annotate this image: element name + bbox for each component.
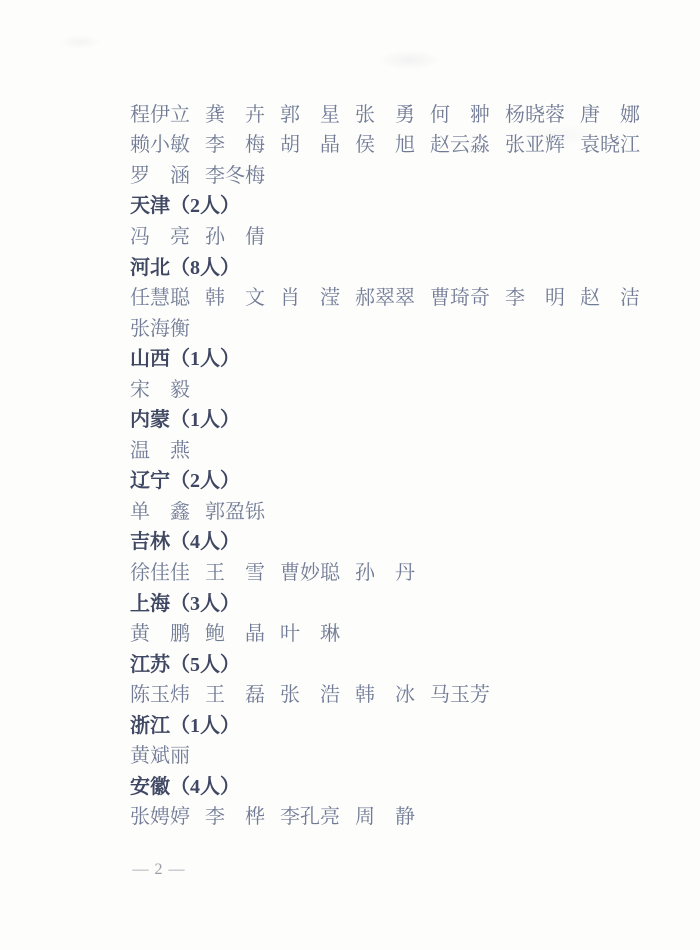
province-heading: 内蒙（1人） <box>130 409 240 432</box>
page-number: — 2 — <box>132 861 186 878</box>
name-row <box>130 311 610 342</box>
province-heading: 安徽（4人） <box>130 775 240 798</box>
person-name: 郭 星 <box>280 103 340 126</box>
province-heading: 辽宁（2人） <box>130 470 240 493</box>
name-row <box>130 677 610 708</box>
person-name: 温 燕 <box>130 439 190 462</box>
person-name: 黄斌丽 <box>130 745 190 768</box>
name-row <box>130 800 610 831</box>
person-name: 黄 鹏 <box>130 623 190 646</box>
person-name: 张娉婷 <box>130 806 190 829</box>
person-name: 赖小敏 <box>130 134 190 157</box>
name-row <box>130 158 610 189</box>
province-heading: 上海（3人） <box>130 592 240 615</box>
name-row <box>130 433 610 464</box>
person-name: 李 梅 <box>205 134 265 157</box>
person-name: 龚 卉 <box>205 103 265 126</box>
province-heading: 天津（2人） <box>130 195 240 218</box>
name-row <box>130 372 610 403</box>
person-name: 孙 倩 <box>205 225 265 248</box>
name-list <box>130 97 640 830</box>
person-name: 鲍 晶 <box>205 623 265 646</box>
name-row <box>130 280 640 311</box>
person-name: 马玉芳 <box>430 684 490 707</box>
name-row <box>130 616 610 647</box>
name-row <box>130 128 640 159</box>
province-heading: 山西（1人） <box>130 348 240 371</box>
person-name: 王 磊 <box>205 684 265 707</box>
person-name: 曹琦奇 <box>430 287 490 310</box>
person-name: 李 明 <box>505 287 565 310</box>
person-name: 袁晓江 <box>580 134 640 157</box>
person-name: 李冬梅 <box>205 164 265 187</box>
person-name: 赵 洁 <box>580 287 640 310</box>
person-name: 郭盈铄 <box>205 500 265 523</box>
person-name: 杨晓蓉 <box>505 103 565 126</box>
person-name: 宋 毅 <box>130 378 190 401</box>
name-row <box>130 219 610 250</box>
name-row <box>130 97 640 128</box>
person-name: 徐佳佳 <box>130 561 190 584</box>
person-name: 王 雪 <box>205 561 265 584</box>
person-name: 胡 晶 <box>280 134 340 157</box>
person-name: 罗 涵 <box>130 164 190 187</box>
person-name: 任慧聪 <box>130 287 190 310</box>
province-heading: 吉林（4人） <box>130 531 240 554</box>
person-name: 孙 丹 <box>355 561 415 584</box>
province-heading: 江苏（5人） <box>130 653 240 676</box>
person-name: 曹妙聪 <box>280 561 340 584</box>
name-row <box>130 494 610 525</box>
person-name: 李孔亮 <box>280 806 340 829</box>
province-heading: 河北（8人） <box>130 256 240 279</box>
person-name: 郝翠翠 <box>355 287 415 310</box>
person-name: 叶 琳 <box>280 623 340 646</box>
person-name: 李 桦 <box>205 806 265 829</box>
person-name: 张亚辉 <box>505 134 565 157</box>
name-row <box>130 555 610 586</box>
person-name: 陈玉炜 <box>130 684 190 707</box>
person-name: 肖 滢 <box>280 287 340 310</box>
province-heading: 浙江（1人） <box>130 714 240 737</box>
person-name: 张 勇 <box>355 103 415 126</box>
person-name: 周 静 <box>355 806 415 829</box>
name-row <box>130 738 610 769</box>
person-name: 程伊立 <box>130 103 190 126</box>
person-name: 唐 娜 <box>580 103 640 126</box>
person-name: 侯 旭 <box>355 134 415 157</box>
person-name: 何 翀 <box>430 103 490 126</box>
person-name: 张海衡 <box>130 317 190 340</box>
person-name: 冯 亮 <box>130 225 190 248</box>
person-name: 单 鑫 <box>130 500 190 523</box>
person-name: 张 浩 <box>280 684 340 707</box>
person-name: 赵云淼 <box>430 134 490 157</box>
person-name: 韩 冰 <box>355 684 415 707</box>
person-name: 韩 文 <box>205 287 265 310</box>
